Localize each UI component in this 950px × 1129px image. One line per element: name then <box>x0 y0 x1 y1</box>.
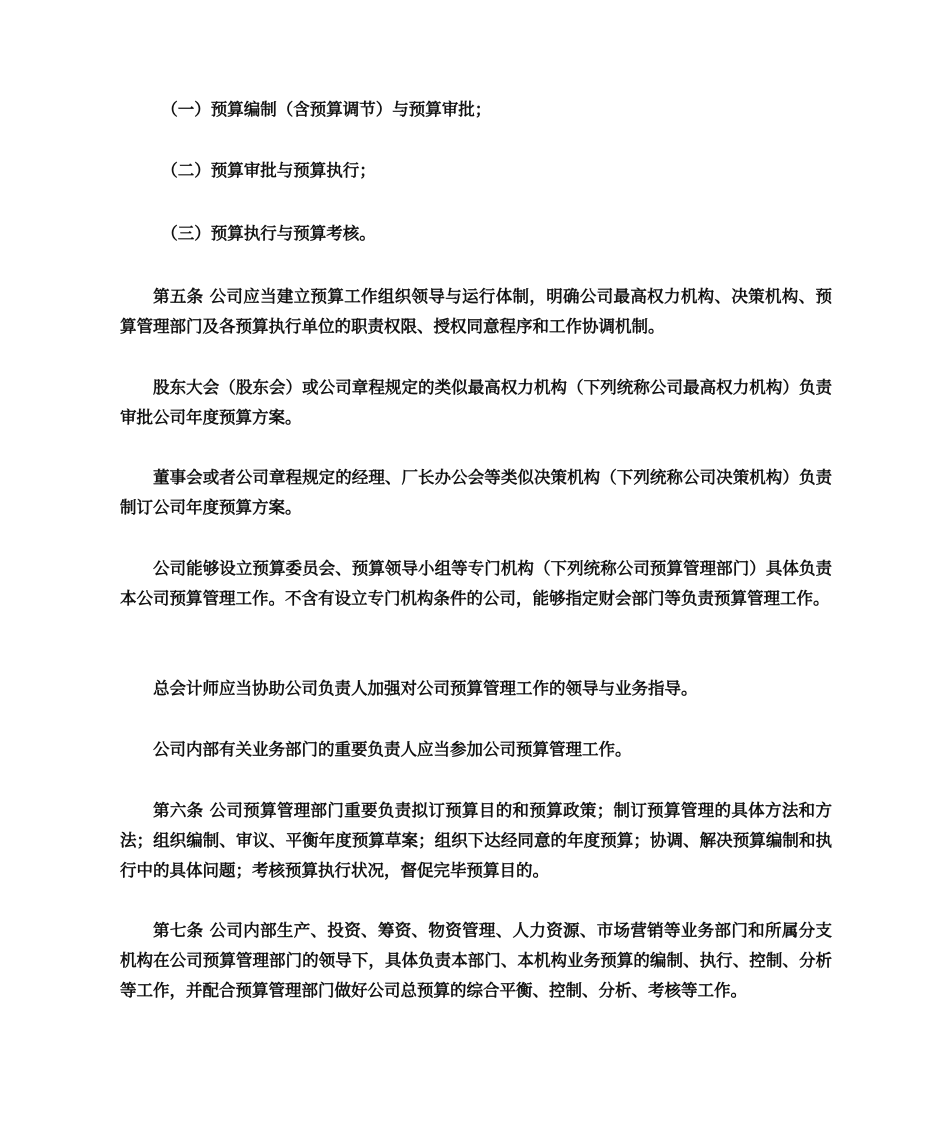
chief-accountant-paragraph: 总会计师应当协助公司负责人加强对公司预算管理工作的领导与业务指导。 <box>153 679 698 698</box>
shareholders-paragraph: 股东大会（股东会）或公司章程规定的类似最高权力机构（下列统称公司最高权力机构）负责审批公司年度预算方案。 <box>120 378 832 427</box>
board-paragraph: 董事会或者公司章程规定的经理、厂长办公会等类似决策机构（下列统称公司决策机构）负责制订公司年度预算方案。 <box>120 468 832 517</box>
article-6-paragraph: 第六条 公司预算管理部门重要负责拟订预算目的和预算政策；制订预算管理的具体方法和方法；组织编制、审议、平衡年度预算草案；组织下达经同意的年度预算；协调、解决预算编制和执行中的具体问题；考核预算执行状况，督促完毕预算目的。 <box>120 801 832 880</box>
article-5-paragraph: 第五条 公司应当建立预算工作组织领导与运行体制，明确公司最高权力机构、决策机构、预算管理部门及各预算执行单位的职责权限、授权同意程序和工作协调机制。 <box>120 287 832 336</box>
article-7-paragraph: 第七条 公司内部生产、投资、筹资、物资管理、人力资源、市场营销等业务部门和所属分支机构在公司预算管理部门的领导下，具体负责本部门、本机构业务预算的编制、执行、控制、分析等工作，并配合预算管理部门做好公司总预算的综合平衡、控制、分析、考核等工作。 <box>120 921 832 1000</box>
budget-department-paragraph: 公司能够设立预算委员会、预算领导小组等专门机构（下列统称公司预算管理部门）具体负责本公司预算管理工作。不含有设立专门机构条件的公司，能够指定财会部门等负责预算管理工作。 <box>120 559 832 608</box>
list-item-2: （二）预算审批与预算执行； <box>161 161 376 180</box>
list-item-1: （一）预算编制（含预算调节）与预算审批； <box>161 100 492 119</box>
business-departments-paragraph: 公司内部有关业务部门的重要负责人应当参加公司预算管理工作。 <box>153 740 632 759</box>
list-item-3: （三）预算执行与预算考核。 <box>161 224 376 243</box>
